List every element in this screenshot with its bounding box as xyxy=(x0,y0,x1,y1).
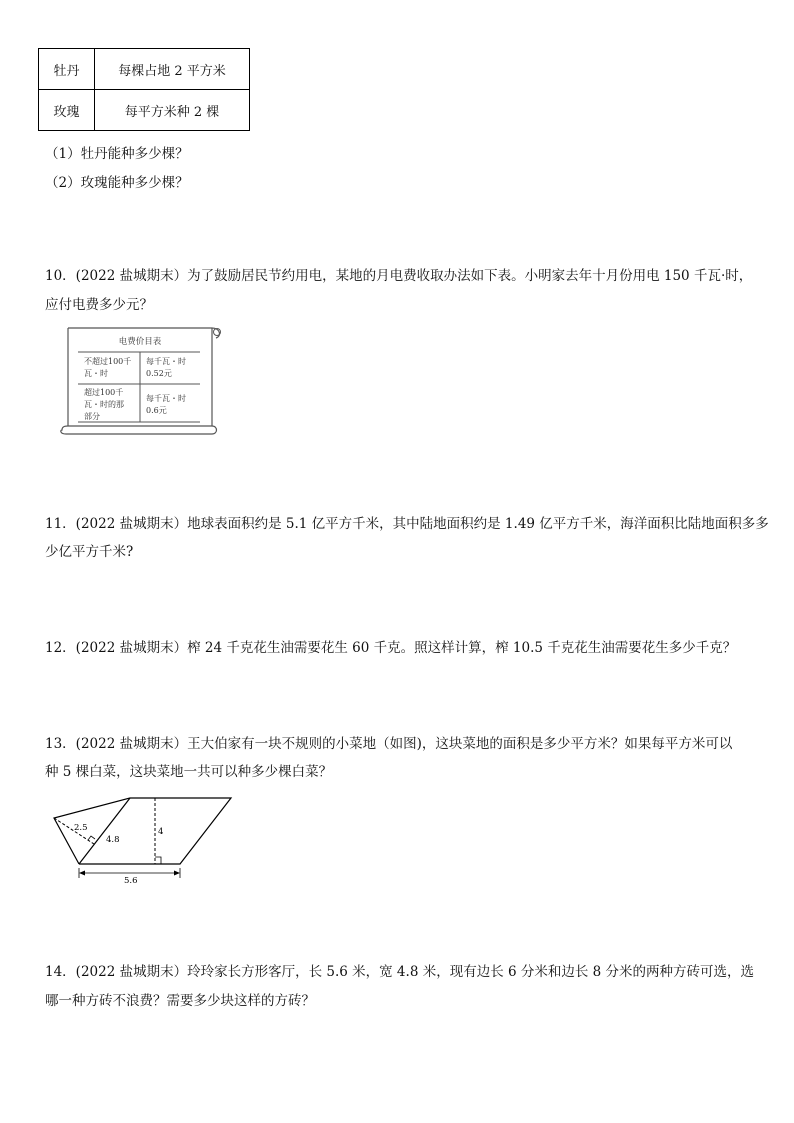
price-row1-left-line2: 瓦・时 xyxy=(84,369,108,378)
flower-rule-cell: 每平方米种 2 棵 xyxy=(95,90,250,131)
vegetable-plot-figure xyxy=(50,792,240,884)
question-12-line-1: 12．(2022 盐城期末）榨 24 千克花生油需要花生 60 千克。照这样计算，榨 10.5 千克花生油需要花生多少千克？ xyxy=(45,640,737,656)
question-13-line-1: 13．(2022 盐城期末）王大伯家有一块不规则的小菜地（如图)，这块菜地的面积是多少平方米？如果每平方米可以 xyxy=(45,736,733,752)
price-row2-left-line3: 部分 xyxy=(84,412,100,421)
label-base: 5.6 xyxy=(124,876,138,884)
electricity-price-scroll xyxy=(58,322,224,442)
question-13-line-2: 种 5 棵白菜，这块菜地一共可以种多少棵白菜？ xyxy=(45,764,333,780)
price-table-title: 电费价目表 xyxy=(118,337,162,347)
flower-rule-cell: 每棵占地 2 平方米 xyxy=(95,49,250,90)
sub-question-2: （2）玫瑰能种多少棵？ xyxy=(45,175,189,191)
price-row2-right-line1: 每千瓦・时 xyxy=(146,394,186,403)
price-row2-right-line2: 0.6元 xyxy=(146,406,167,415)
label-triangle-height: 4.8 xyxy=(106,835,120,845)
question-14-line-1: 14．(2022 盐城期末）玲玲家长方形客厅，长 5.6 米，宽 4.8 米，现有边长 6 分米和边长 8 分米的两种方砖可选，选 xyxy=(45,964,755,980)
label-height: 4 xyxy=(158,827,164,837)
question-11-line-1: 11．(2022 盐城期末）地球表面积约是 5.1 亿平方千米，其中陆地面积约是 1.49 亿平方千米，海洋面积比陆地面积多多 xyxy=(45,516,769,532)
flower-name-cell: 牡丹 xyxy=(39,49,95,90)
question-14-line-2: 哪一种方砖不浪费？需要多少块这样的方砖？ xyxy=(45,993,315,1009)
flower-table xyxy=(38,48,250,131)
label-side-2-5: 2.5 xyxy=(74,823,88,833)
price-row1-left-line1: 不超过100千 xyxy=(84,357,132,366)
price-row2-left-line2: 瓦・时的那 xyxy=(84,400,124,409)
table-row xyxy=(39,90,250,131)
table-row xyxy=(39,49,250,90)
price-row2-left-line1: 超过100千 xyxy=(84,388,124,397)
question-10-line-1: 10．(2022 盐城期末）为了鼓励居民节约用电，某地的月电费收取办法如下表。小明家去年十月份用电 150 千瓦·时， xyxy=(45,268,753,284)
question-10-line-2: 应付电费多少元？ xyxy=(45,297,153,313)
flower-name-cell: 玫瑰 xyxy=(39,90,95,131)
price-row1-right-line1: 每千瓦・时 xyxy=(146,357,186,366)
question-11-line-2: 少亿平方千米? xyxy=(45,544,134,560)
price-row1-right-line2: 0.52元 xyxy=(146,369,172,378)
sub-question-1: （1）牡丹能种多少棵？ xyxy=(45,146,189,162)
